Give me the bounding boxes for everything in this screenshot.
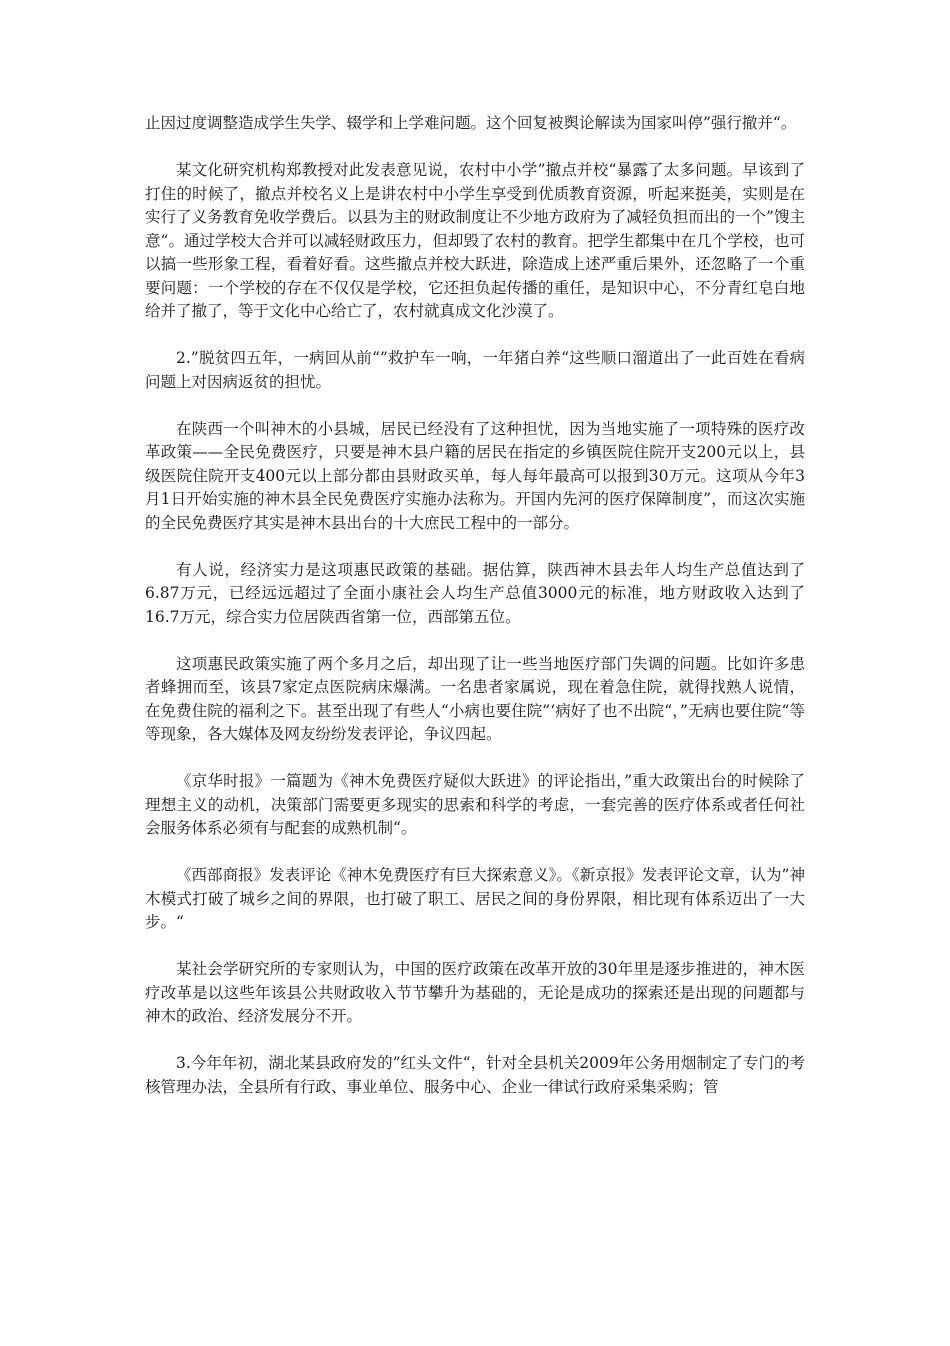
paragraph: 3.今年年初，湖北某县政府发的”红头文件“，针对全县机关2009年公务用烟制定了专门的考核管理办法，全县所有行政、事业单位、服务中心、企业一律试行政府采集采购；管 bbox=[145, 1054, 805, 1096]
paragraph: 某文化研究机构郑教授对此发表意见说，农村中小学”撤点并校“暴露了太多问题。早该到了打住的时候了，撤点并校名义上是讲农村中小学生享受到优质教育资源，听起来挺美，实则是在实行了义务教育免收学费后。以县为主的财政制度让不少地方政府为了减轻负担而出的一个”馊主意“。通过学校大合并可以减轻财政压力，但却毁了农村的教育。把学生都集中在几个学校，也可以搞一些形象工程，看着好看。这些撤点并校大跃进，除造成上述严重后果外，还忽略了一个重要问题：一个学校的存在不仅仅是学校，它还担负起传播的重任，是知识中心，不分青红皂白地给并了撤了，等于文化中心给亡了，农村就真成文化沙漠了。 bbox=[145, 161, 805, 320]
paragraph: 止因过度调整造成学生失学、辍学和上学难问题。这个回复被舆论解读为国家叫停”强行撤并“。 bbox=[145, 114, 797, 132]
paragraph: 《西部商报》发表评论《神木免费医疗有巨大探索意义》。《新京报》发表评论文章，认为”神木模式打破了城乡之间的界限，也打破了职工、居民之间的身份界限，相比现有体系迈出了一大步。“ bbox=[145, 866, 805, 931]
paragraph: 在陕西一个叫神木的小县城，居民已经没有了这种担忧，因为当地实施了一项特殊的医疗改革政策——全民免费医疗，只要是神木县户籍的居民在指定的乡镇医院住院开支200元以上，县级医院住院开支400元以上部分都由县财政买单，每人每年最高可以报到30万元。这项从今年3月1日开始实施的神木县全民免费医疗实施办法称为。开国内先河的医疗保障制度”，而这次实施的全民免费医疗其实是神木县出台的十大庶民工程中的一部分。 bbox=[145, 419, 805, 532]
paragraph: 某社会学研究所的专家则认为，中国的医疗政策在改革开放的30年里是逐步推进的，神木医疗改革是以这些年该县公共财政收入节节攀升为基础的，无论是成功的探索还是出现的问题都与神木的政治、经济发展分不开。 bbox=[145, 960, 805, 1025]
paragraph: 这项惠民政策实施了两个多月之后，却出现了让一些当地医疗部门失调的问题。比如许多患者蜂拥而至，该县7家定点医院病床爆满。一名患者家属说，现在着急住院，就得找熟人说情，在免费住院的福利之下。甚至出现了有些人“小病也要住院”‘病好了也不出院“，”无病也要住院“等等现象，各大媒体及网友纷纷发表评论，争议四起。 bbox=[145, 654, 805, 743]
document-body bbox=[145, 112, 805, 1123]
paragraph: 2.”脱贫四五年，一病回从前“”救护车一响，一年猪白养“这些顺口溜道出了一此百姓在看病问题上对因病返贫的担忧。 bbox=[145, 349, 805, 391]
paragraph: 有人说，经济实力是这项惠民政策的基础。据估算，陕西神木县去年人均生产总值达到了6.87万元，已经远远超过了全面小康社会人均生产总值3000元的标准，地方财政收入达到了16.7万元，综合实力位居陕西省第一位，西部第五位。 bbox=[145, 560, 805, 626]
paragraph: 《京华时报》一篇题为《神木免费医疗疑似大跃进》的评论指出，”重大政策出台的时候除了理想主义的动机，决策部门需要更多现实的思索和科学的考虑，一套完善的医疗体系或者任何社会服务体系必须有与配套的成熟机制“。 bbox=[145, 772, 805, 837]
